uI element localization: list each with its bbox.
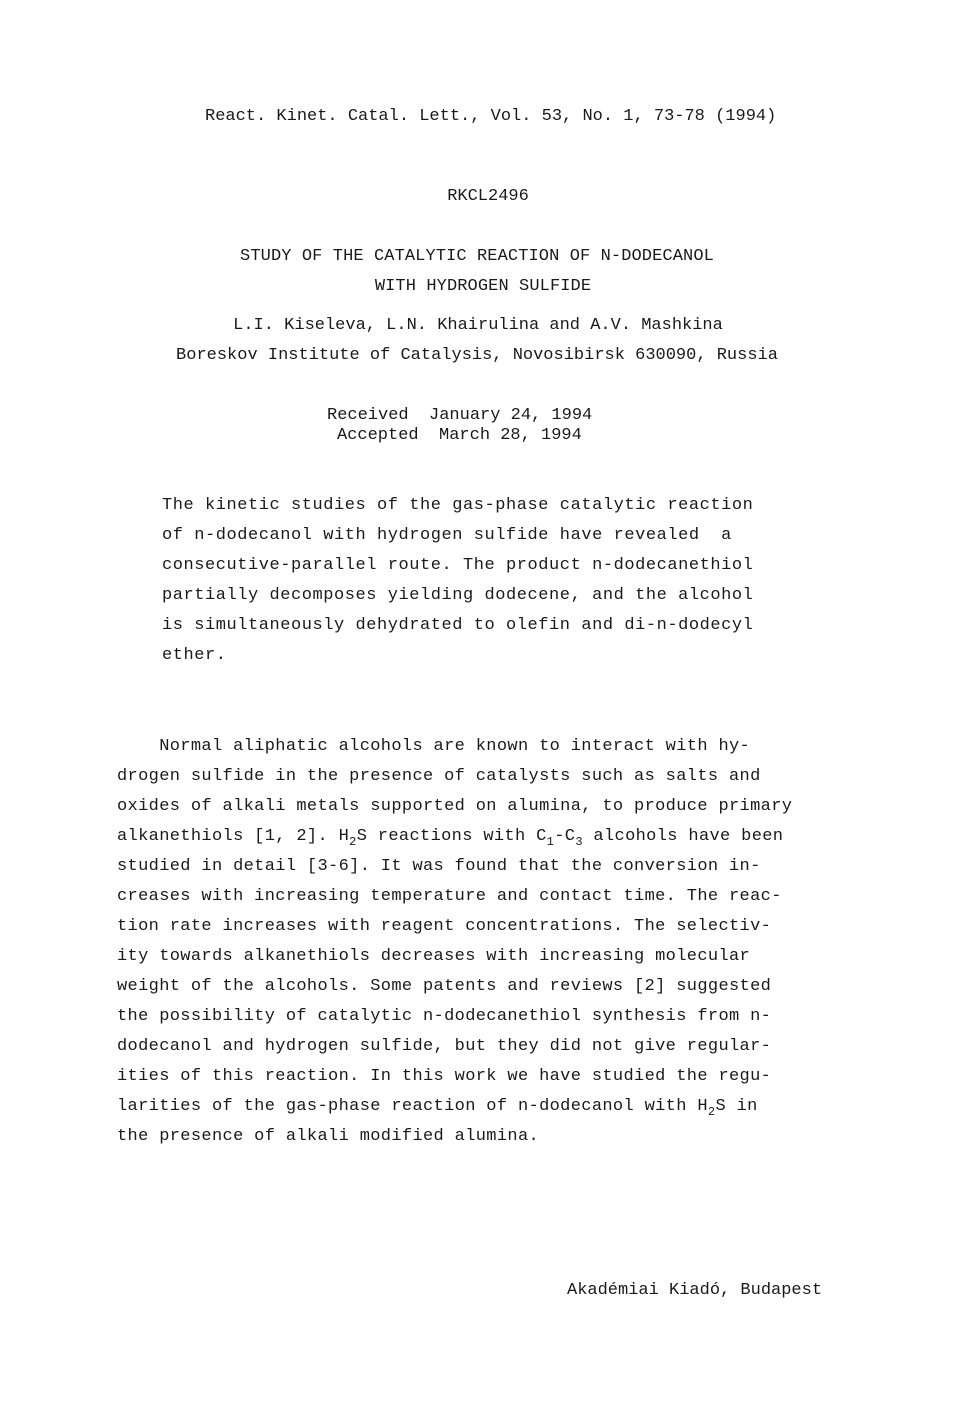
body-line: dodecanol and hydrogen sulfide, but they did not give regular- (117, 1037, 772, 1056)
abstract (162, 491, 753, 671)
subscript: 3 (575, 835, 583, 849)
body-line: tion rate increases with reagent concentrations. The selectiv- (117, 917, 772, 936)
text-run: alkanethiols [1, 2]. H (117, 827, 350, 846)
journal-citation: React. Kinet. Catal. Lett., Vol. 53, No. 1, 73-78 (1994) (205, 107, 777, 126)
subscript: 2 (707, 1105, 716, 1119)
body-line: studied in detail [3-6]. It was found that the conversion in- (117, 857, 761, 876)
body-line: weight of the alcohols. Some patents and reviews [2] suggested (117, 977, 772, 996)
subscript: 1 (546, 835, 555, 849)
body-line: ities of this reaction. In this work we have studied the regu- (117, 1067, 772, 1086)
body-line: the possibility of catalytic n-dodecanethiol synthesis from n- (117, 1007, 772, 1026)
received-date: Received January 24, 1994 (327, 406, 593, 425)
body-line: ity towards alkanethiols decreases with increasing molecular (117, 947, 751, 966)
abstract-line: of n-dodecanol with hydrogen sulfide have revealed a (162, 526, 732, 545)
affiliation: Boreskov Institute of Catalysis, Novosibirsk 630090, Russia (176, 346, 778, 365)
text-run: -C (554, 827, 576, 846)
article-title-line-2: WITH HYDROGEN SULFIDE (374, 277, 592, 296)
text-run: S in (715, 1097, 758, 1116)
body-line: oxides of alkali metals supported on alumina, to produce primary (117, 797, 793, 816)
abstract-line: The kinetic studies of the gas-phase catalytic reaction (162, 496, 754, 515)
article-code: RKCL2496 (447, 187, 529, 206)
article-title-line-1: STUDY OF THE CATALYTIC REACTION OF N-DODECANOL (240, 247, 714, 266)
body-line (117, 822, 792, 852)
introduction-paragraph (117, 732, 792, 1152)
body-line: drogen sulfide in the presence of catalysts such as salts and (117, 767, 761, 786)
body-line: the presence of alkali modified alumina. (117, 1127, 540, 1146)
text-run: S reactions with C (356, 827, 547, 846)
abstract-line: consecutive-parallel route. The product n-dodecanethiol (162, 556, 754, 575)
text-run: alcohols have been (582, 827, 784, 846)
accepted-date: Accepted March 28, 1994 (337, 426, 582, 445)
body-line: Normal aliphatic alcohols are known to interact with hy- (117, 737, 751, 756)
abstract-line: ether. (162, 646, 227, 665)
body-line: creases with increasing temperature and contact time. The reac- (117, 887, 782, 906)
authors: L.I. Kiseleva, L.N. Khairulina and A.V. Mashkina (233, 316, 723, 335)
subscript: 2 (349, 835, 357, 849)
abstract-line: is simultaneously dehydrated to olefin and di-n-dodecyl (162, 616, 754, 635)
text-run: larities of the gas-phase reaction of n-dodecanol with H (117, 1097, 708, 1116)
body-line (117, 1092, 792, 1122)
abstract-line: partially decomposes yielding dodecene, and the alcohol (162, 586, 754, 605)
publisher-footer: Akadémiai Kiadó, Budapest (567, 1281, 823, 1300)
